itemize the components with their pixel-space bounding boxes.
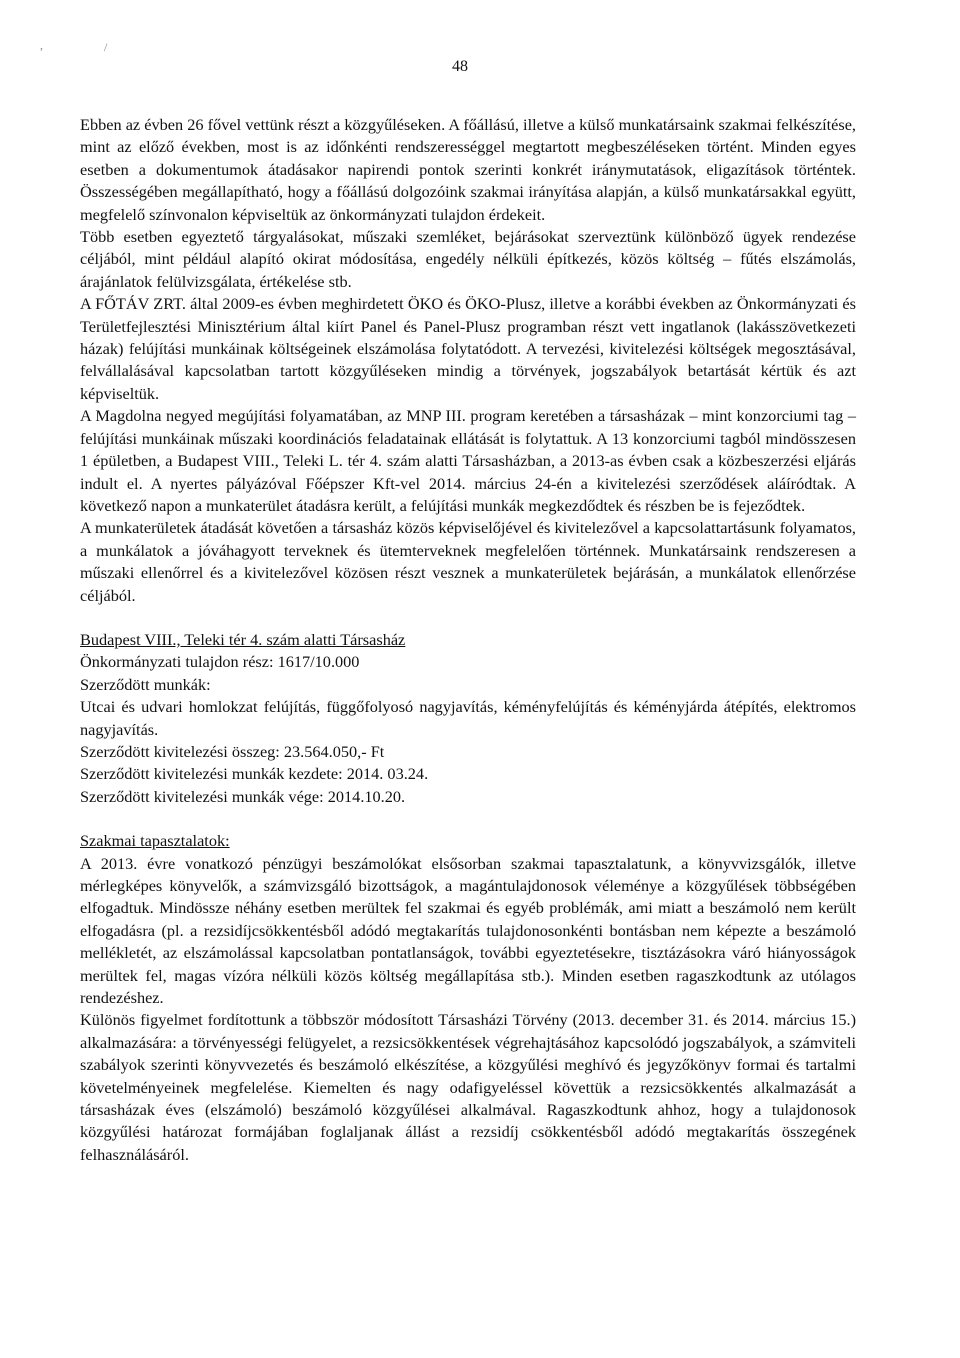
scan-mark-1: , (40, 38, 43, 52)
works-end-date: Szerződött kivitelezési munkák vége: 2014.10.20. (80, 786, 406, 806)
paragraph-site-handover: A munkaterületek átadását követően a társasház közös képviselőjével és kivitelezővel a kapcsolattartásunk folyamatos, a munkálatok a jóváhagyott terveknek és ütemterveknek megfelelően történnek. Munkatársaink rendszeresen a műszaki ellenőrrel és a kivitelezővel közösen részt vesznek a munkaterületek bejárásán, a munkálatok ellenőrzése céljából. (80, 518, 856, 605)
paragraph-negotiations: Több esetben egyeztető tárgyalásokat, műszaki szemléket, bejárásokat szerveztünk különböző ügyek rendezése céljából, mint például alapító okirat módosítása, engedély nélküli építkezés, közös költség – fűtés elszámolás, árajánlatok felülvizsgálata, értékelése stb. (80, 227, 856, 291)
experience-heading: Szakmai tapasztalatok: (80, 831, 230, 851)
page-number: 48 (452, 58, 468, 75)
property-heading: Budapest VIII., Teleki tér 4. szám alatti Társasház (80, 629, 406, 649)
scan-mark-2: / (104, 40, 108, 54)
contracted-works: Utcai és udvari homlokzat felújítás, függőfolyosó nagyjavítás, kéményfelújítás és kéményjárda átépítés, elektromos nagyjavítás. (80, 697, 856, 739)
ownership-share: Önkormányzati tulajdon rész: 1617/10.000 (80, 652, 360, 672)
contract-amount: Szerződött kivitelezési összeg: 23.564.050,- Ft (80, 741, 385, 761)
paragraph-fotav: A FŐTÁV ZRT. által 2009-es évben meghirdetett ÖKO és ÖKO-Plusz, illetve a korábbi években az Önkormányzati és Területfejlesztési Minisztérium által kiírt Panel és Panel-Plusz programban részt vett ingatlanok (lakásszövetkezeti házak) felújítási munkáinak költségeinek elszámolása folytatódott. A tervezési, kivitelezési költségek megosztásával, felvállalásával kapcsolatban tartott közgyűléseken mindig a törvények, jogszabályok betartását kértük és azt képviseltük. (80, 294, 856, 403)
paragraph-magdolna: A Magdolna negyed megújítási folyamatában, az MNP III. program keretében a társasházak – mint konzorciumi tag – felújítási munkáinak műszaki koordinációs feladatainak ellátását is folytattuk. A 13 konzorciumi tagból mindösszesen 1 épületben, a Budapest VIII., Teleki L. tér 4. szám alatti Társasházban, a 2013-as évben csak a közbeszerzési eljárás indult el. A nyertes pályázóval Főépszer Kft-vel 2014. március 24-én a kivitelezési szerződések aláíródtak. A következő napon a munkaterület átadásra került, a felújítási munkák megkezdődtek és részben be is fejeződtek. (80, 406, 856, 515)
document-body (80, 114, 856, 1166)
paragraph-intro: Ebben az évben 26 fővel vettünk részt a közgyűléseken. A főállású, illetve a külső munkatársaink szakmai felkészítése, mint az előző években, most is az időnkénti rendszerességgel megtartott megbeszéléseken történt. Minden egyes esetben a dokumentumok átadásakor napirendi pontok szerinti konkrét iránymutatások, eligazítások történtek. Összességében megállapítható, hogy a főállású dolgozóink szakmai irányítása alapján, a külső munkatársakkal együtt, megfelelő színvonalon képviseltük az önkormányzati tulajdon érdekeit. (80, 115, 856, 224)
experience-paragraph-1: A 2013. évre vonatkozó pénzügyi beszámolókat elsősorban szakmai tapasztalatunk, a könyvvizsgálók, illetve mérlegképes könyvelők, a számvizsgáló bizottságok, a magántulajdonosok véleménye a közgyűlések többségében elfogadtuk. Mindössze néhány esetben merültek fel szakmai és egyéb problémák, ami miatt a beszámoló nem került elfogadásra (pl. a rezsidíjcsökkentésből adódó megtakarítás tulajdonosonkénti bontásban nem képezte a beszámoló mellékletét, az elszámolással kapcsolatban pontatlanságok, további egyeztetésekre, tisztázásokra váró hiányosságok merültek fel, magas vízóra nélküli közös költség megállapítása stb.). Minden esetben ragaszkodtunk az utólagos rendezéshez. (80, 853, 856, 1008)
section-spacer (80, 808, 856, 830)
works-start-date: Szerződött kivitelezési munkák kezdete: 2014. 03.24. (80, 764, 429, 784)
experience-paragraph-2: Különös figyelmet fordítottunk a többször módosított Társasházi Törvény (2013. december 31. és 2014. március 15.) alkalmazására: a törvényességi felügyelet, a rezsicsökkentések végrehajtásához kapcsolódó jogszabályok, a számviteli szabályok szerinti könyvvezetés és beszámoló elkészítése, a közgyűlési meghívó és jegyzőkönyv formai és tartalmi követelményeinek megfelelése. Kiemelten és nagy odafigyeléssel követtük a rezsicsökkentés alkalmazását a társasházak éves (elszámoló) beszámoló közgyűlései alkalmával. Ragaszkodtunk ahhoz, hogy a tulajdonosok közgyűlési határozat formájában foglaljanak állást a rezsidíj csökkentésből adódó megtakarítás összegének felhasználásáról. (80, 1010, 856, 1164)
section-spacer (80, 607, 856, 629)
contracted-works-label: Szerződött munkák: (80, 674, 211, 694)
